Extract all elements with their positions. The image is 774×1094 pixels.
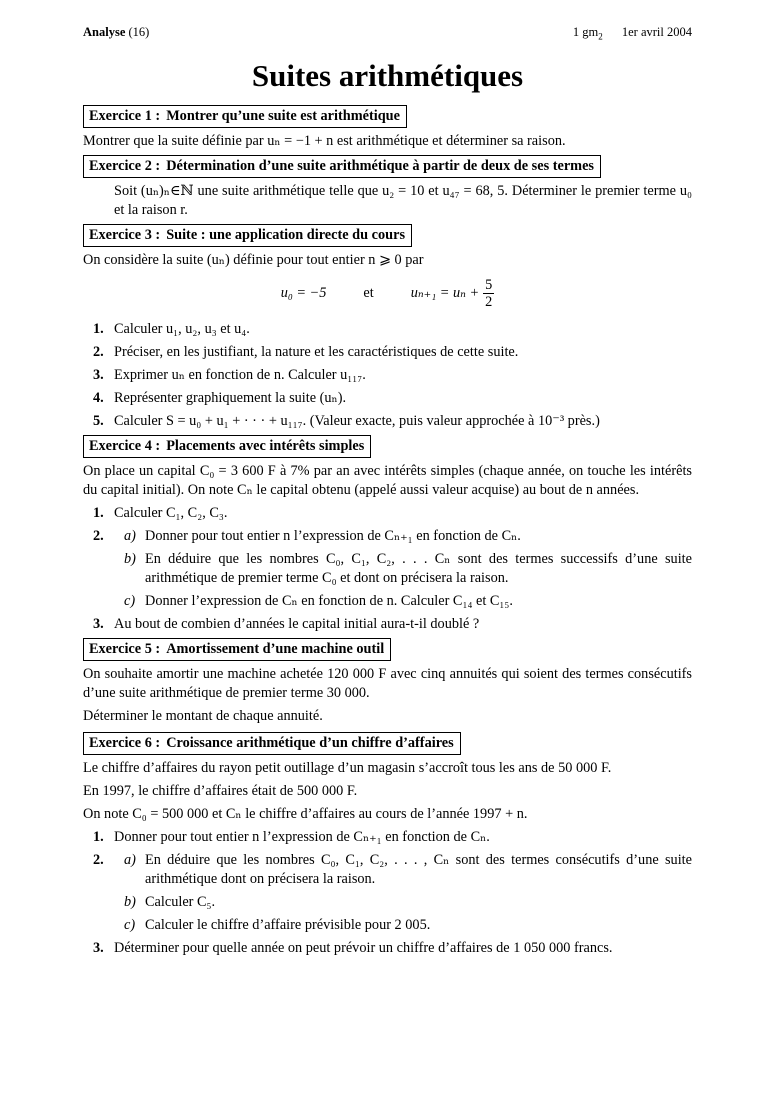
exercise-heading: Suite : une application directe du cours xyxy=(166,226,406,243)
sub-item-letter: b) xyxy=(124,893,136,910)
item-number: 1. xyxy=(93,320,104,337)
item-text: Préciser, en les justifiant, la nature et les caractéristiques de cette suite. xyxy=(114,343,519,360)
item-text: Représenter graphiquement la suite (uₙ). xyxy=(114,389,347,406)
page-header xyxy=(83,24,692,45)
exercise-heading: Détermination d’une suite arithmétique à partir de deux de ses termes xyxy=(166,157,594,174)
list-item xyxy=(83,615,692,634)
item-number: 2. xyxy=(93,851,104,868)
exercise-3-intro: On considère la suite (uₙ) définie pour tout entier n ⩾ 0 par xyxy=(83,251,424,268)
sub-item-text: Calculer le chiffre d’affaire prévisible pour 2 005. xyxy=(145,916,431,933)
item-number: 3. xyxy=(93,939,104,956)
item-text: Déterminer pour quelle année on peut prévoir un chiffre d’affaires de 1 050 000 francs. xyxy=(114,939,613,956)
list-item xyxy=(83,412,692,431)
sub-item xyxy=(83,592,692,611)
exercise-1-text: Montrer que la suite définie par uₙ = −1 + n est arithmétique et déterminer sa raison. xyxy=(83,132,566,149)
header-left xyxy=(83,24,149,45)
formula-separator: et xyxy=(363,285,374,301)
exercise-heading: Placements avec intérêts simples xyxy=(166,437,365,454)
exercise-label: Exercice 3 : xyxy=(89,226,161,243)
class-name: 1 gm xyxy=(572,25,599,39)
exercise-heading: Croissance arithmétique d’un chiffre d’affaires xyxy=(166,734,454,751)
exercise-6-text-2: En 1997, le chiffre d’affaires était de 500 000 F. xyxy=(83,782,358,799)
exercise-1 xyxy=(83,105,692,151)
list-item xyxy=(83,320,692,339)
exercise-label: Exercice 4 : xyxy=(89,437,161,454)
list-item xyxy=(83,828,692,847)
item-number: 5. xyxy=(93,412,104,429)
exercise-label: Exercice 5 : xyxy=(89,640,161,657)
fraction-numerator: 5 xyxy=(485,277,493,293)
sub-item-text: Donner pour tout entier n l’expression de Cₙ₊₁ en fonction de Cₙ. xyxy=(145,527,521,544)
formula-initial-term: u₀ = −5 xyxy=(280,285,327,301)
exercise-5 xyxy=(83,638,692,726)
sub-item xyxy=(83,550,692,588)
sub-item-text: Calculer C₅. xyxy=(145,893,216,910)
document-page xyxy=(83,24,692,958)
exercise-6-text-3: On note C₀ = 500 000 et Cₙ le chiffre d’affaires au cours de l’année 1997 + n. xyxy=(83,805,528,822)
class-label xyxy=(572,25,603,42)
exercise-4-title xyxy=(83,435,371,458)
item-number: 4. xyxy=(93,389,104,406)
exercise-label: Exercice 2 : xyxy=(89,157,161,174)
date-label: 1er avril 2004 xyxy=(621,25,692,39)
fraction-denominator: 2 xyxy=(485,294,493,310)
sub-item xyxy=(83,893,692,912)
item-text: Exprimer uₙ en fonction de n. Calculer u₁₁₇. xyxy=(114,366,366,383)
exercise-4-intro: On place un capital C₀ = 3 600 F à 7% par an avec intérêts simples (chaque année, on touche les intérêts du capital initial). On note Cₙ le capital obtenu (appelé aussi valeur acquise) au bout de n années. xyxy=(83,462,692,498)
item-number: 3. xyxy=(93,366,104,383)
sub-item xyxy=(83,527,692,546)
exercise-6-questions xyxy=(83,828,692,958)
item-number: 1. xyxy=(93,828,104,845)
course-name: Analyse xyxy=(83,25,126,39)
exercise-3-questions xyxy=(83,320,692,431)
exercise-4-questions xyxy=(83,504,692,634)
header-right xyxy=(573,24,692,45)
sub-item-letter: a) xyxy=(124,851,136,868)
item-number: 1. xyxy=(93,504,104,521)
exercise-2-title xyxy=(83,155,601,178)
sub-item xyxy=(83,851,692,889)
list-item xyxy=(83,939,692,958)
class-subscript: 2 xyxy=(598,31,603,42)
list-item xyxy=(83,366,692,385)
item-text: Donner pour tout entier n l’expression de Cₙ₊₁ en fonction de Cₙ. xyxy=(114,828,490,845)
item-text: Calculer u₁, u₂, u₃ et u₄. xyxy=(114,320,250,337)
exercise-2 xyxy=(83,155,692,220)
list-item xyxy=(83,527,692,611)
sub-item xyxy=(83,916,692,935)
exercise-1-title xyxy=(83,105,407,128)
list-item xyxy=(83,343,692,362)
exercise-label: Exercice 1 : xyxy=(89,107,161,124)
sequence-definition xyxy=(83,274,692,314)
exercise-6-title xyxy=(83,732,461,755)
exercise-heading: Montrer qu’une suite est arithmétique xyxy=(166,107,400,124)
list-item xyxy=(83,504,692,523)
list-item xyxy=(83,389,692,408)
sub-item-letter: c) xyxy=(124,592,136,609)
sheet-number: (16) xyxy=(128,25,150,39)
exercise-5-text: On souhaite amortir une machine achetée 120 000 F avec cinq annuités qui soient des termes consécutifs d’une suite arithmétique de premier terme 30 000. xyxy=(83,665,692,701)
exercise-5-question: Déterminer le montant de chaque annuité. xyxy=(83,707,323,724)
exercise-4 xyxy=(83,435,692,634)
exercise-6-text-1: Le chiffre d’affaires du rayon petit outillage d’un magasin s’accroît tous les ans de 50 000 F. xyxy=(83,759,612,776)
sub-item-letter: b) xyxy=(124,550,136,567)
item-number: 2. xyxy=(93,343,104,360)
formula-recurrence: uₙ₊₁ = uₙ + xyxy=(410,285,480,301)
item-text: Calculer C₁, C₂, C₃. xyxy=(114,504,228,521)
exercise-3-title xyxy=(83,224,412,247)
item-number: 3. xyxy=(93,615,104,632)
exercise-5-title xyxy=(83,638,391,661)
sub-item-text: Donner l’expression de Cₙ en fonction de n. Calculer C₁₄ et C₁₅. xyxy=(145,592,513,609)
sub-item-text: En déduire que les nombres C₀, C₁, C₂, . . . Cₙ sont des termes successifs d’une suite arithmétique de premier terme C₀ et dont on précisera la raison. xyxy=(145,550,692,586)
sub-item-letter: c) xyxy=(124,916,136,933)
page-title: Suites arithmétiques xyxy=(251,57,524,93)
exercise-label: Exercice 6 : xyxy=(89,734,161,751)
exercise-6 xyxy=(83,732,692,958)
item-text: Calculer S = u₀ + u₁ + · · · + u₁₁₇. (Valeur exacte, puis valeur approchée à 10⁻³ près.) xyxy=(114,412,600,429)
sub-questions xyxy=(83,851,692,935)
sub-item-text: En déduire que les nombres C₀, C₁, C₂, . . . , Cₙ sont des termes consécutifs d’une suite arithmétique dont on précisera la raison. xyxy=(145,851,692,887)
item-number: 2. xyxy=(93,527,104,544)
exercise-2-text: Soit (uₙ)ₙ∈ℕ une suite arithmétique telle que u₂ = 10 et u₄₇ = 68, 5. Déterminer le premier terme u₀ et la raison r. xyxy=(114,182,692,218)
list-item xyxy=(83,851,692,935)
item-text: Au bout de combien d’années le capital initial aura-t-il doublé ? xyxy=(114,615,480,632)
exercise-heading: Amortissement d’une machine outil xyxy=(166,640,385,657)
sub-questions xyxy=(83,527,692,611)
exercise-3 xyxy=(83,224,692,431)
sub-item-letter: a) xyxy=(124,527,136,544)
formula-fraction xyxy=(483,277,494,310)
